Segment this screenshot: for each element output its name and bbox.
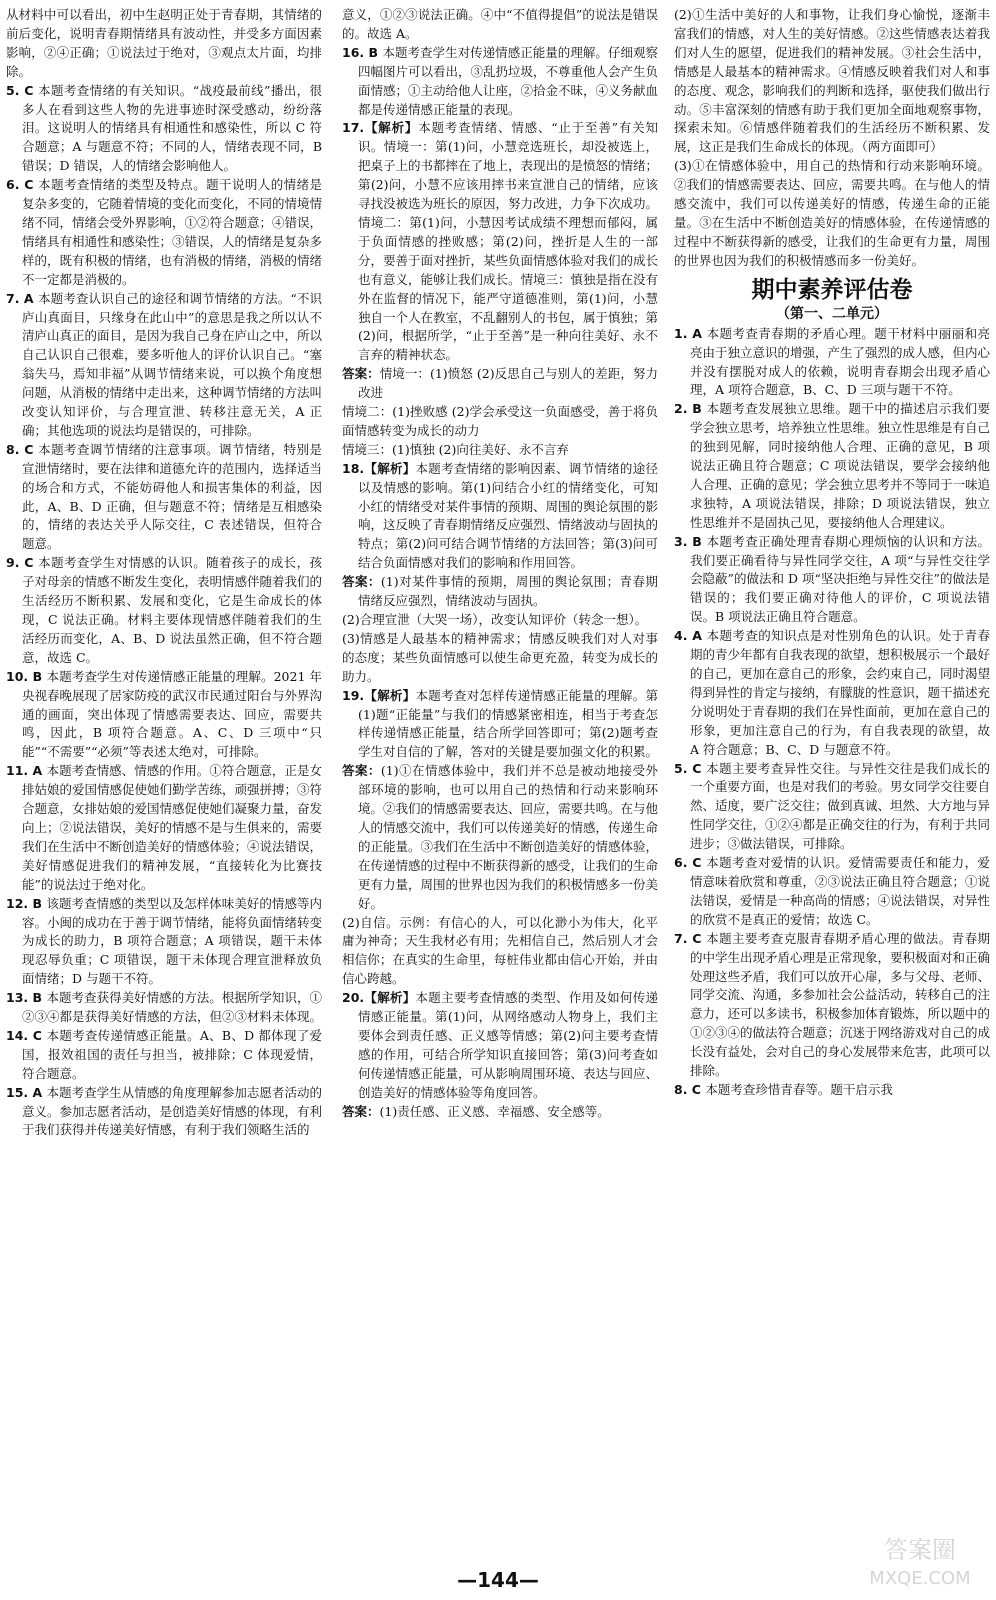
answer-text: 本题考查青春期的矛盾心理。题干材料中丽丽和亮亮由于独立意识的增强，产生了强烈的成人感，但内心并没有摆脱对成人的依赖，说明青春期会出现矛盾心理，A 项符合题意，B、C、D 三项与题干不符。 <box>690 325 990 398</box>
answer-paragraph <box>674 854 990 930</box>
answer-text: 本题主要考查异性交往。与异性交往是我们成长的一个重要方面，也是对我们的考验。男女同学交往要自然、适度，要广泛交往；做到真诚、坦然、大方地与异性同学交往，①②④都是正确交往的行为，有利于共同进步；③做法错误，可排除。 <box>690 760 990 852</box>
answer-paragraph <box>674 325 990 401</box>
answer-paragraph <box>674 6 990 157</box>
answer-paragraph <box>342 403 658 441</box>
answer-text: 本题考查情绪、情感、“止于至善”有关知识。情境一：第(1)问，小慧竞选班长，却没被选上，把桌子上的书都摔在了地上，表现出的是愤怒的情绪；第(2)问，小慧不应该用摔书来宣泄自己的情绪，应该寻找没被选为班长的原因，努力改进，力争下次成功。情境二：第(1)问，小慧因考试成绩不理想而郁闷，属于负面情感的挫败感；第(2)问，挫折是人生的一部分，要善于面对挫折，某些负面情感体验对我们的成长也有意义，能够让我们成长。情境三：慎独是指在没有外在监督的情况下，能严守道德准则，第(1)问，小慧独自一个人在教室，不乱翻别人的书包，属于慎独；第(2)问，根据所学，“止于至善”是一种向往美好、永不言弃的精神状态。 <box>358 120 658 363</box>
question-number: 11. A <box>6 763 47 779</box>
section-subtitle: （第一、二单元） <box>776 305 888 322</box>
watermark-line2: MXQE.COM <box>869 1568 971 1589</box>
question-number: 答案： <box>342 366 380 382</box>
answer-paragraph <box>674 760 990 855</box>
answer-paragraph <box>6 290 322 441</box>
answer-text: 本题考查学生从情感的角度理解参加志愿者活动的意义。参加志愿者活动，是创造美好情感的体现，有利于我们获得并传递美好情感，有利于我们领略生活的 <box>22 1084 322 1138</box>
answer-paragraph <box>6 989 322 1027</box>
page-number: —144— <box>457 1568 539 1592</box>
question-number: 3. B <box>674 533 707 549</box>
answer-paragraph <box>342 6 658 44</box>
answer-paragraph <box>6 762 322 894</box>
answer-text: (2)合理宣泄（大哭一场），改变认知评价（转念一想）。 <box>342 612 648 627</box>
question-number: 12. B <box>6 895 47 911</box>
answer-paragraph <box>674 400 990 532</box>
section-title: 期中素养评估卷 <box>751 276 913 303</box>
answer-text: 该题考查情感的类型以及怎样体味美好的情感等内容。小闽的成功在于善于调节情绪，能将负面情绪转变为成长的助力，B 项符合题意；A 项错误，题干未体现忍辱负重；C 项错误，题干未体现合理宣泄释放负面情绪；D 与题干不符。 <box>22 895 322 987</box>
answer-paragraph <box>6 895 322 990</box>
answer-paragraph <box>342 611 658 630</box>
question-number: 13. B <box>6 990 47 1006</box>
answer-paragraph <box>342 1103 658 1122</box>
column-left <box>6 6 322 1558</box>
answer-paragraph <box>342 989 658 1102</box>
answer-text: 本题主要考查克服青春期矛盾心理的做法。青春期的中学生出现矛盾心理是正常现象，要积极面对和正确处理这些矛盾，我们可以放开心扉，多与父母、老师、同学交流、沟通，多参加社会公益活动，转移自己的注意力，还可以多读书，积极参加体育锻炼，所以题中的①②③④的做法符合题意；沉迷于网络游戏对自己的成长没有益处，会对自己的身心发展带来危害，此项可以排除。 <box>690 930 990 1079</box>
answer-text: 意义，①②③说法正确。④中“不值得提倡”的说法是错误的。故选 A。 <box>342 7 658 41</box>
answer-text: (1)对某件事情的预期，周围的舆论氛围；青春期情绪反应强烈，情绪波动与固执。 <box>358 574 658 609</box>
answer-paragraph <box>674 930 990 1081</box>
answer-text: 从材料中可以看出，初中生赵明正处于青春期，其情绪的前后变化，说明青春期情绪具有波动性，并受多方面因素影响，②④正确；①说法过于绝对，③观点太片面，均排除。 <box>6 7 322 79</box>
answer-paragraph <box>6 6 322 82</box>
question-number: 5. C <box>6 82 39 98</box>
question-number: 15. A <box>6 1084 47 1100</box>
answer-text: 本题考查认识自己的途径和调节情绪的方法。“不识庐山真面目，只缘身在此山中”的意思是我之所以认不清庐山真正的面目，是因为我自己身在庐山之中，所以自己认识自己很难，要多听他人的评价认识自己。“塞翁失马，焉知非福”从调节情绪来说，可以换个角度想问题，从消极的情绪中走出来，这种调节情绪的方法叫改变认知评价，与合理宣泄、转移注意无关，A 正确；其他选项的说法均是错误的，可排除。 <box>22 290 322 438</box>
answer-paragraph <box>342 365 658 403</box>
answer-paragraph <box>342 914 658 990</box>
answer-text: 本题考查情绪的影响因素、调节情绪的途径以及情感的影响。第(1)问结合小红的情绪变化，可知小红的情绪受对某件事情的预期、周围的舆论氛围的影响，这反映了青春期情绪反应强烈、情绪波动与固执的特点；第(2)问可结合调节情绪的方法回答；第(3)问可结合负面情感对我们的影响和作用回答。 <box>358 460 658 571</box>
answer-text: 本题考查学生对传递情感正能量的理解。仔细观察四幅图片可以看出，③乱扔垃圾，不尊重他人会产生负面情感；①主动给他人让座，②拾金不昧，④义务献血都是传递情感正能量的表现。 <box>358 44 658 117</box>
question-number: 6. C <box>6 177 39 193</box>
question-number: 答案： <box>342 763 381 779</box>
question-number: 答案： <box>342 574 381 590</box>
question-number: 7. A <box>6 290 39 306</box>
question-number: 19.【解析】 <box>342 687 416 703</box>
column-middle <box>342 6 658 1558</box>
answer-text: (1)责任感、正义感、幸福感、安全感等。 <box>379 1103 610 1119</box>
answer-text: 本题考查情绪的类型及特点。题干说明人的情绪是复杂多变的，它随着情境的变化而变化，不同的情境情绪不同，情绪会受外界影响，①②符合题意；④错误，情绪具有相通性和感染性；③错误，人的情绪是复杂多样的，既有积极的情绪，也有消极的情绪，消极的情绪不一定都是消极的。 <box>22 177 322 287</box>
answer-paragraph <box>342 119 658 365</box>
answer-text: 本题考查情感、情感的作用。①符合题意，正是女排姑娘的爱国情感促使她们勤学苦练，顽强拼搏；③符合题意，女排姑娘的爱国情感促使她们凝聚力量，奋发向上；②说法错误，美好的情感不是与生俱来的，需要我们在生活中不断创造美好的情感体验；④说法错误，美好情感促进我们的精神发展，“直接转化为比赛技能”的说法过于绝对化。 <box>22 763 322 892</box>
answer-paragraph <box>342 687 658 763</box>
question-number: 8. C <box>6 441 39 457</box>
answer-text: 本题考查对爱情的认识。爱情需要责任和能力，爱情意味着欣赏和尊重，②③说法正确且符合题意；①说法错误，爱情是一种高尚的情感；④说法错误，对异性的欣赏不是真正的爱情；故选 C。 <box>690 855 990 927</box>
answer-text: 本题考查情绪的有关知识。“战疫最前线”播出，很多人在看到这些人物的先进事迹时深受感动，纷纷落泪。这说明人的情绪具有相通性和感染性，所以 C 符合题意；A 与题意不符；不同的人，情绪表现不同，B 错误；D 错误，人的情绪会影响他人。 <box>22 82 322 174</box>
answer-paragraph <box>342 460 658 573</box>
answer-text: 情境二：(1)挫败感 (2)学会承受这一负面感受，善于将负面情感转变为成长的动力 <box>342 404 658 438</box>
question-number: 20.【解析】 <box>342 990 416 1006</box>
answer-text: 本题考查珍惜青春等。题干启示我 <box>705 1081 893 1097</box>
answer-text: (3)情感是人最基本的精神需求；情感反映我们对人对事的态度；某些负面情感可以使生命更充盈，转变为成长的助力。 <box>342 630 658 684</box>
answer-text: 本题主要考查情感的类型、作用及如何传递情感正能量。第(1)问，从网络感动人物身上，我们主要体会到责任感、正义感等情感；第(2)问主要考查情感的作用，可结合所学知识直接回答；第(3)问考查如何传递情感正能量，可从影响周围环境、表达与回应、创造美好的情感体验等角度回答。 <box>358 990 658 1100</box>
answer-text: 本题考查获得美好情感的方法。根据所学知识，①②③④都是获得美好情感的方法，但②③材料未体现。 <box>22 990 322 1025</box>
answer-paragraph <box>6 82 322 177</box>
answer-paragraph <box>674 157 990 270</box>
answer-paragraph <box>342 573 658 611</box>
answer-text: (1)①在情感体验中，我们并不总是被动地接受外部环境的影响，也可以用自己的热情和行动来影响环境。②我们的情感需要表达、回应，需要共鸣。在与他人的情感交流中，我们可以传递美好的情感，传递生命的正能量。③我们在生活中不断创造美好的情感体验，在传递情感的过程中不断获得新的感受，让我们的生命更有力量，周围的世界也因为我们的积极情感多一份美好。 <box>358 763 658 911</box>
answer-paragraph <box>6 176 322 289</box>
question-number: 16. B <box>342 44 383 60</box>
answer-text: 本题考查调节情绪的注意事项。调节情绪，特别是宣泄情绪时，要在法律和道德允许的范围内，选择适当的场合和方式，不能妨碍他人和损害集体的利益，因此，A、B、D 正确，但与题意不符；情绪是互相感染的，情绪的表达关乎人际交往，C 表述错误，但符合题意。 <box>22 441 322 552</box>
answer-paragraph <box>6 668 322 763</box>
question-number: 答案： <box>342 1103 380 1119</box>
question-number: 10. B <box>6 668 47 684</box>
question-number: 18.【解析】 <box>342 460 416 476</box>
column-right-top <box>674 6 990 271</box>
answer-text: 本题考查的知识点是对性别角色的认识。处于青春期的青少年都有自我表现的欲望，想积极展示一个最好的自己，更加在意自己的形象，会约束自己，同时渴望得到异性的肯定与接纳，有朦胧的性意识，题干描述充分说明处于青春期的我们在异性面前，更加在意自己的形象，更加注意自己的行为，有自我表现的欲望，故 A 符合题意；B、C、D 与题意不符。 <box>690 628 990 757</box>
question-number: 14. C <box>6 1027 47 1043</box>
question-number: 4. A <box>674 628 707 644</box>
question-number: 8. C <box>674 1081 706 1097</box>
answer-text: 本题考查传递情感正能量。A、B、D 都体现了爱国，报效祖国的责任与担当，被排除；C 体现爱情，符合题意。 <box>22 1027 322 1081</box>
answer-paragraph <box>342 762 658 913</box>
answer-paragraph <box>6 441 322 554</box>
answer-paragraph <box>674 627 990 759</box>
watermark-logo <box>850 1530 990 1594</box>
answer-paragraph <box>6 1084 322 1141</box>
answer-text: (2)①生活中美好的人和事物，让我们身心愉悦，逐渐丰富我们的情感，对人生的美好情感。②这些情感表达着我们对人生的愿望，促进我们的精神发展。③社会生活中，情感是人最基本的精神需求。④情感反映着我们对人和事的态度、观念，影响我们的判断和选择，驱使我们做出行动。⑤丰富深刻的情感有助于我们更加全面地观察事物，探索未知。⑥情感伴随着我们的生活经历不断积累、发展，这正是我们生命成长的体现。（两方面即可） <box>674 7 990 155</box>
answer-paragraph <box>674 533 990 628</box>
question-number: 5. C <box>674 760 707 776</box>
answer-text: (3)①在情感体验中，用自己的热情和行动来影响环境。②我们的情感需要表达、回应，需要共鸣。在与他人的情感交流中，我们可以传递美好的情感，传递生命的正能量。③在生活中不断创造美好的情感体验，在传递情感的过程中不断获得新的感受，让我们的生命更有力量，周围的世界也因为我们的积极情感而多一份美好。 <box>674 158 990 268</box>
column-right-bottom <box>674 325 990 1100</box>
watermark-line1: 答案圈 <box>884 1536 956 1564</box>
answer-text: 本题考查学生对传递情感正能量的理解。2021 年央视春晚展现了居家防疫的武汉市民通过阳台与外界沟通的画面，突出体现了情感需要表达、回应，需要共鸣，因此，B 项符合题意。A、C、D 三项中“只能”“不需要”“必须”等表述太绝对，可排除。 <box>22 668 322 760</box>
answer-text: 本题考查正确处理青春期心理烦恼的认识和方法。我们要正确看待与异性同学交往，A 项“与异性交往学会隐蔽”的做法和 D 项“坚决拒绝与异性交往”的做法是错误的；我们要正确对待他人的评价，C 项说法错误。B 项说法正确且符合题意。 <box>690 533 990 625</box>
answer-paragraph <box>6 1027 322 1084</box>
answer-text: 本题考查学生对情感的认识。随着孩子的成长，孩子对母亲的情感不断发生变化，表明情感伴随着我们的生活经历不断积累、发展和变化，它是生命成长的体现，C 说法正确。材料主要体现情感伴随着我们的生活经历而变化，A、B、D 说法虽然正确，但不符合题意，故选 C。 <box>22 555 322 665</box>
answer-text: 本题考查发展独立思维。题干中的描述启示我们要学会独立思考，培养独立性思维。独立性思维是有自己的独到见解，同时接纳他人合理、正确的意见，B 项说法正确且符合题意；C 项说法错误，要学会接纳他人合理、正确的意见；学会独立思考并不等同于一味追求独特，A 项说法错误，排除；D 项说法错误，独立性思维并不是固执己见，要接纳他人合理建议。 <box>690 401 990 530</box>
answer-text: 情境三：(1)慎独 (2)向往美好、永不言弃 <box>342 441 569 457</box>
question-number: 17.【解析】 <box>342 120 419 136</box>
question-number: 6. C <box>674 855 707 871</box>
answer-text: 本题考查对怎样传递情感正能量的理解。第(1)题“正能量”与我们的情感紧密相连，相当于考查怎样传递情感正能量，结合所学回答即可；第(2)题考查学生对自信的了解，答对的关键是要加强文化的积累。 <box>358 687 658 760</box>
answer-text: (2)自信。示例：有信心的人，可以化渺小为伟大，化平庸为神奇；天生我材必有用；先相信自己，然后别人才会相信你；在真实的生命里，每桩伟业都由信心开始，并由信心跨越。 <box>342 914 658 987</box>
question-number: 7. C <box>674 930 707 946</box>
answer-paragraph <box>674 1081 990 1100</box>
answer-paragraph <box>6 554 322 667</box>
answer-paragraph <box>342 630 658 687</box>
answer-text: 情境一：(1)愤怒 (2)反思自己与别人的差距，努力改进 <box>358 366 658 401</box>
question-number: 1. A <box>674 325 707 341</box>
answer-paragraph <box>342 44 658 120</box>
question-number: 2. B <box>674 401 707 417</box>
answer-paragraph <box>342 441 658 460</box>
question-number: 9. C <box>6 555 39 571</box>
column-right <box>674 6 990 1558</box>
